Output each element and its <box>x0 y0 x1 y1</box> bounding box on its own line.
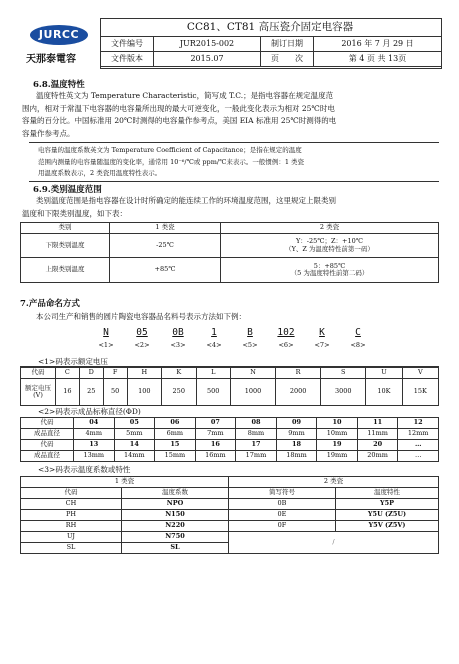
t2-cell: 代码 <box>21 418 74 429</box>
t2-cell: 12mm <box>398 429 439 440</box>
t2-cell: … <box>398 440 439 451</box>
t2-cell: 11 <box>357 418 398 429</box>
t3-cell: 0F <box>229 521 336 532</box>
t2-cell: 07 <box>195 418 236 429</box>
note-top-rule <box>29 142 439 143</box>
index-8: <8> <box>350 341 366 349</box>
t3-head-cell: 温度特性 <box>336 488 439 499</box>
row-lower-class2: Y：-25℃；Z：+10℃ （Y、Z 为温度特性前第一码） <box>221 234 439 258</box>
t2-cell: 13mm <box>74 451 115 462</box>
th-class2: 2 类瓷 <box>221 223 439 234</box>
index-1: <1> <box>98 341 114 349</box>
t3-head-cell: 代码 <box>21 488 122 499</box>
code-8: C <box>355 327 361 338</box>
t1-head-cell: 代码 <box>21 368 56 379</box>
t3-group-class1: 1 类瓷 <box>21 477 229 488</box>
t3-cell: N150 <box>122 510 229 521</box>
version-label: 文件版本 <box>101 52 154 67</box>
header-meta-table <box>100 36 442 67</box>
t1-value-cell: 3000 <box>321 379 366 406</box>
t2-cell: 19 <box>317 440 358 451</box>
table3-caption: <3>码表示温度系数或特性 <box>38 465 131 474</box>
t1-value-cell: 250 <box>162 379 196 406</box>
t3-head-cell: 简写符号 <box>229 488 336 499</box>
t3-cell: NPO <box>122 499 229 510</box>
t2-cell: 08 <box>236 418 277 429</box>
section-6-8-heading: 6.8.温度特性 <box>33 80 85 90</box>
code-7: K <box>319 327 325 338</box>
t2-cell: 20mm <box>357 451 398 462</box>
t2-cell: 10mm <box>317 429 358 440</box>
t2-cell: 11mm <box>357 429 398 440</box>
page-number: 第 4 页 共 13页 <box>314 52 442 67</box>
index-5: <5> <box>242 341 258 349</box>
t1-value-cell: 100 <box>127 379 161 406</box>
t3-cell: 0B <box>229 499 336 510</box>
t1-head-cell: F <box>103 368 127 379</box>
page-label: 页 次 <box>261 52 314 67</box>
t2-cell: 6mm <box>155 429 196 440</box>
doc-title: CC81、CT81 高压瓷介固定电容器 <box>186 21 354 33</box>
date-label: 制订日期 <box>261 37 314 52</box>
t1-value-cell: 25 <box>79 379 103 406</box>
section-6-9-paragraph: 类别温度范围是指电容器在设计时所确定的能连续工作的环境温度范围，这里规定上限类别 温度和下限类别温度，如下表： <box>22 196 336 218</box>
code-3: 0B <box>172 327 184 338</box>
t3-cell: PH <box>21 510 122 521</box>
part-number-example <box>88 327 368 351</box>
row-lower-label: 下限类别温度 <box>21 234 110 258</box>
t3-cell: Y5V (Z5V) <box>336 521 439 532</box>
t3-cell: Y5U (Z5U) <box>336 510 439 521</box>
t1-head-cell: V <box>402 368 438 379</box>
code-4: 1 <box>211 327 217 338</box>
t1-value-cell: 16 <box>56 379 80 406</box>
t2-cell: 18mm <box>276 451 317 462</box>
t2-cell: 13 <box>74 440 115 451</box>
t1-head-cell: R <box>276 368 321 379</box>
section-6-8-note: 电容量的温度系数英文为 Temperature Coefficient of Capacitance；是指在规定的温度 范围内测量的电容量随温度的变化率，通常用 10⁻⁶/℃或 ppm/℃来表示。一般惯例：1 类瓷 用温度系数表示，2 类瓷用温度特性表示。 <box>38 146 305 177</box>
code-1: N <box>103 327 109 338</box>
row-lower-class1: -25℃ <box>110 234 221 258</box>
t2-cell: 15mm <box>155 451 196 462</box>
table1-caption: <1>码表示额定电压 <box>38 357 108 366</box>
t2-cell: 9mm <box>276 429 317 440</box>
category-temperature-table <box>20 222 439 283</box>
t3-empty-cell: / <box>229 532 439 554</box>
th-category: 类别 <box>21 223 110 234</box>
t2-cell: 12 <box>398 418 439 429</box>
t2-cell: 17mm <box>236 451 277 462</box>
t3-cell: N750 <box>122 532 229 543</box>
t1-head-cell: N <box>230 368 275 379</box>
t1-value-cell: 50 <box>103 379 127 406</box>
row-upper-class1: +85℃ <box>110 258 221 283</box>
t1-head-cell: U <box>366 368 402 379</box>
t1-value-cell: 10K <box>366 379 402 406</box>
t1-value-cell: 500 <box>196 379 230 406</box>
doc-date: 2016 年 7 月 29 日 <box>314 37 442 52</box>
t2-cell: 18 <box>276 440 317 451</box>
row-upper-label: 上限类别温度 <box>21 258 110 283</box>
code-5: B <box>247 327 253 338</box>
table2-caption: <2>码表示成品标称直径(ΦD) <box>38 407 141 416</box>
t2-cell: 15 <box>155 440 196 451</box>
company-logo: JURCC <box>30 25 88 45</box>
t1-head-cell: H <box>127 368 161 379</box>
temperature-code-table <box>20 476 439 554</box>
index-2: <2> <box>134 341 150 349</box>
t2-cell: 06 <box>155 418 196 429</box>
t2-cell: 14mm <box>114 451 155 462</box>
t2-cell: 8mm <box>236 429 277 440</box>
t2-cell: 09 <box>276 418 317 429</box>
t1-head-cell: S <box>321 368 366 379</box>
t3-cell: CH <box>21 499 122 510</box>
t3-cell: N220 <box>122 521 229 532</box>
code-6: 102 <box>277 327 295 338</box>
t1-head-cell: C <box>56 368 80 379</box>
company-name: 天那泰電容 <box>26 54 76 65</box>
voltage-code-table <box>20 367 439 406</box>
t2-cell: 7mm <box>195 429 236 440</box>
t2-cell: 16mm <box>195 451 236 462</box>
t1-value-cell: 15K <box>402 379 438 406</box>
doc-version: 2015.07 <box>154 52 261 67</box>
t2-cell: 5mm <box>114 429 155 440</box>
t2-cell: 19mm <box>317 451 358 462</box>
section-6-8-paragraph: 温度特性英文为 Temperature Characteristic，简写成 T.C.；是指电容器在规定温度范 围内，相对于常温下电容器的电容量所出现的最大可逆变化，一般此变化表示为相对 25℃时电 容量的百分比。中国标准用 20℃时测得的电容量作参考点，美国 EIA 标准用 25℃时测得的电 容量作参考点。 <box>22 91 337 138</box>
section-7-intro: 本公司生产和销售的圆片陶瓷电容器品名料号表示方法如下例： <box>36 312 246 321</box>
t1-row-label: 额定电压(V) <box>21 379 56 406</box>
t3-cell: 0E <box>229 510 336 521</box>
t2-cell: … <box>398 451 439 462</box>
t1-value-cell: 2000 <box>276 379 321 406</box>
t1-value-cell: 1000 <box>230 379 275 406</box>
t3-cell: UJ <box>21 532 122 543</box>
t3-head-cell: 温度系数 <box>122 488 229 499</box>
t2-cell: 17 <box>236 440 277 451</box>
t2-cell: 05 <box>114 418 155 429</box>
t2-cell: 4mm <box>74 429 115 440</box>
t1-head-cell: D <box>79 368 103 379</box>
index-4: <4> <box>206 341 222 349</box>
index-3: <3> <box>170 341 186 349</box>
t2-cell: 代码 <box>21 440 74 451</box>
t3-cell: RH <box>21 521 122 532</box>
t2-cell: 20 <box>357 440 398 451</box>
t1-head-cell: K <box>162 368 196 379</box>
doc-no-label: 文件编号 <box>101 37 154 52</box>
t2-cell: 04 <box>74 418 115 429</box>
t3-cell: Y5P <box>336 499 439 510</box>
section-7-heading: 7.产品命名方式 <box>20 299 80 309</box>
note-bottom-rule <box>29 181 439 182</box>
doc-no: JUR2015-002 <box>154 37 261 52</box>
section-6-9-heading: 6.9.类别温度范围 <box>33 185 102 195</box>
t2-cell: 成品直径 <box>21 451 74 462</box>
t2-cell: 14 <box>114 440 155 451</box>
code-2: 05 <box>136 327 148 338</box>
t2-cell: 成品直径 <box>21 429 74 440</box>
t3-cell: SL <box>122 543 229 554</box>
t3-group-class2: 2 类瓷 <box>229 477 439 488</box>
index-7: <7> <box>314 341 330 349</box>
th-class1: 1 类瓷 <box>110 223 221 234</box>
t3-cell: SL <box>21 543 122 554</box>
row-upper-class2: 5：+85℃ （5 为温度特性前第二码） <box>221 258 439 283</box>
t1-head-cell: L <box>196 368 230 379</box>
t2-cell: 16 <box>195 440 236 451</box>
index-6: <6> <box>278 341 294 349</box>
t2-cell: 10 <box>317 418 358 429</box>
diameter-code-table <box>20 417 439 462</box>
